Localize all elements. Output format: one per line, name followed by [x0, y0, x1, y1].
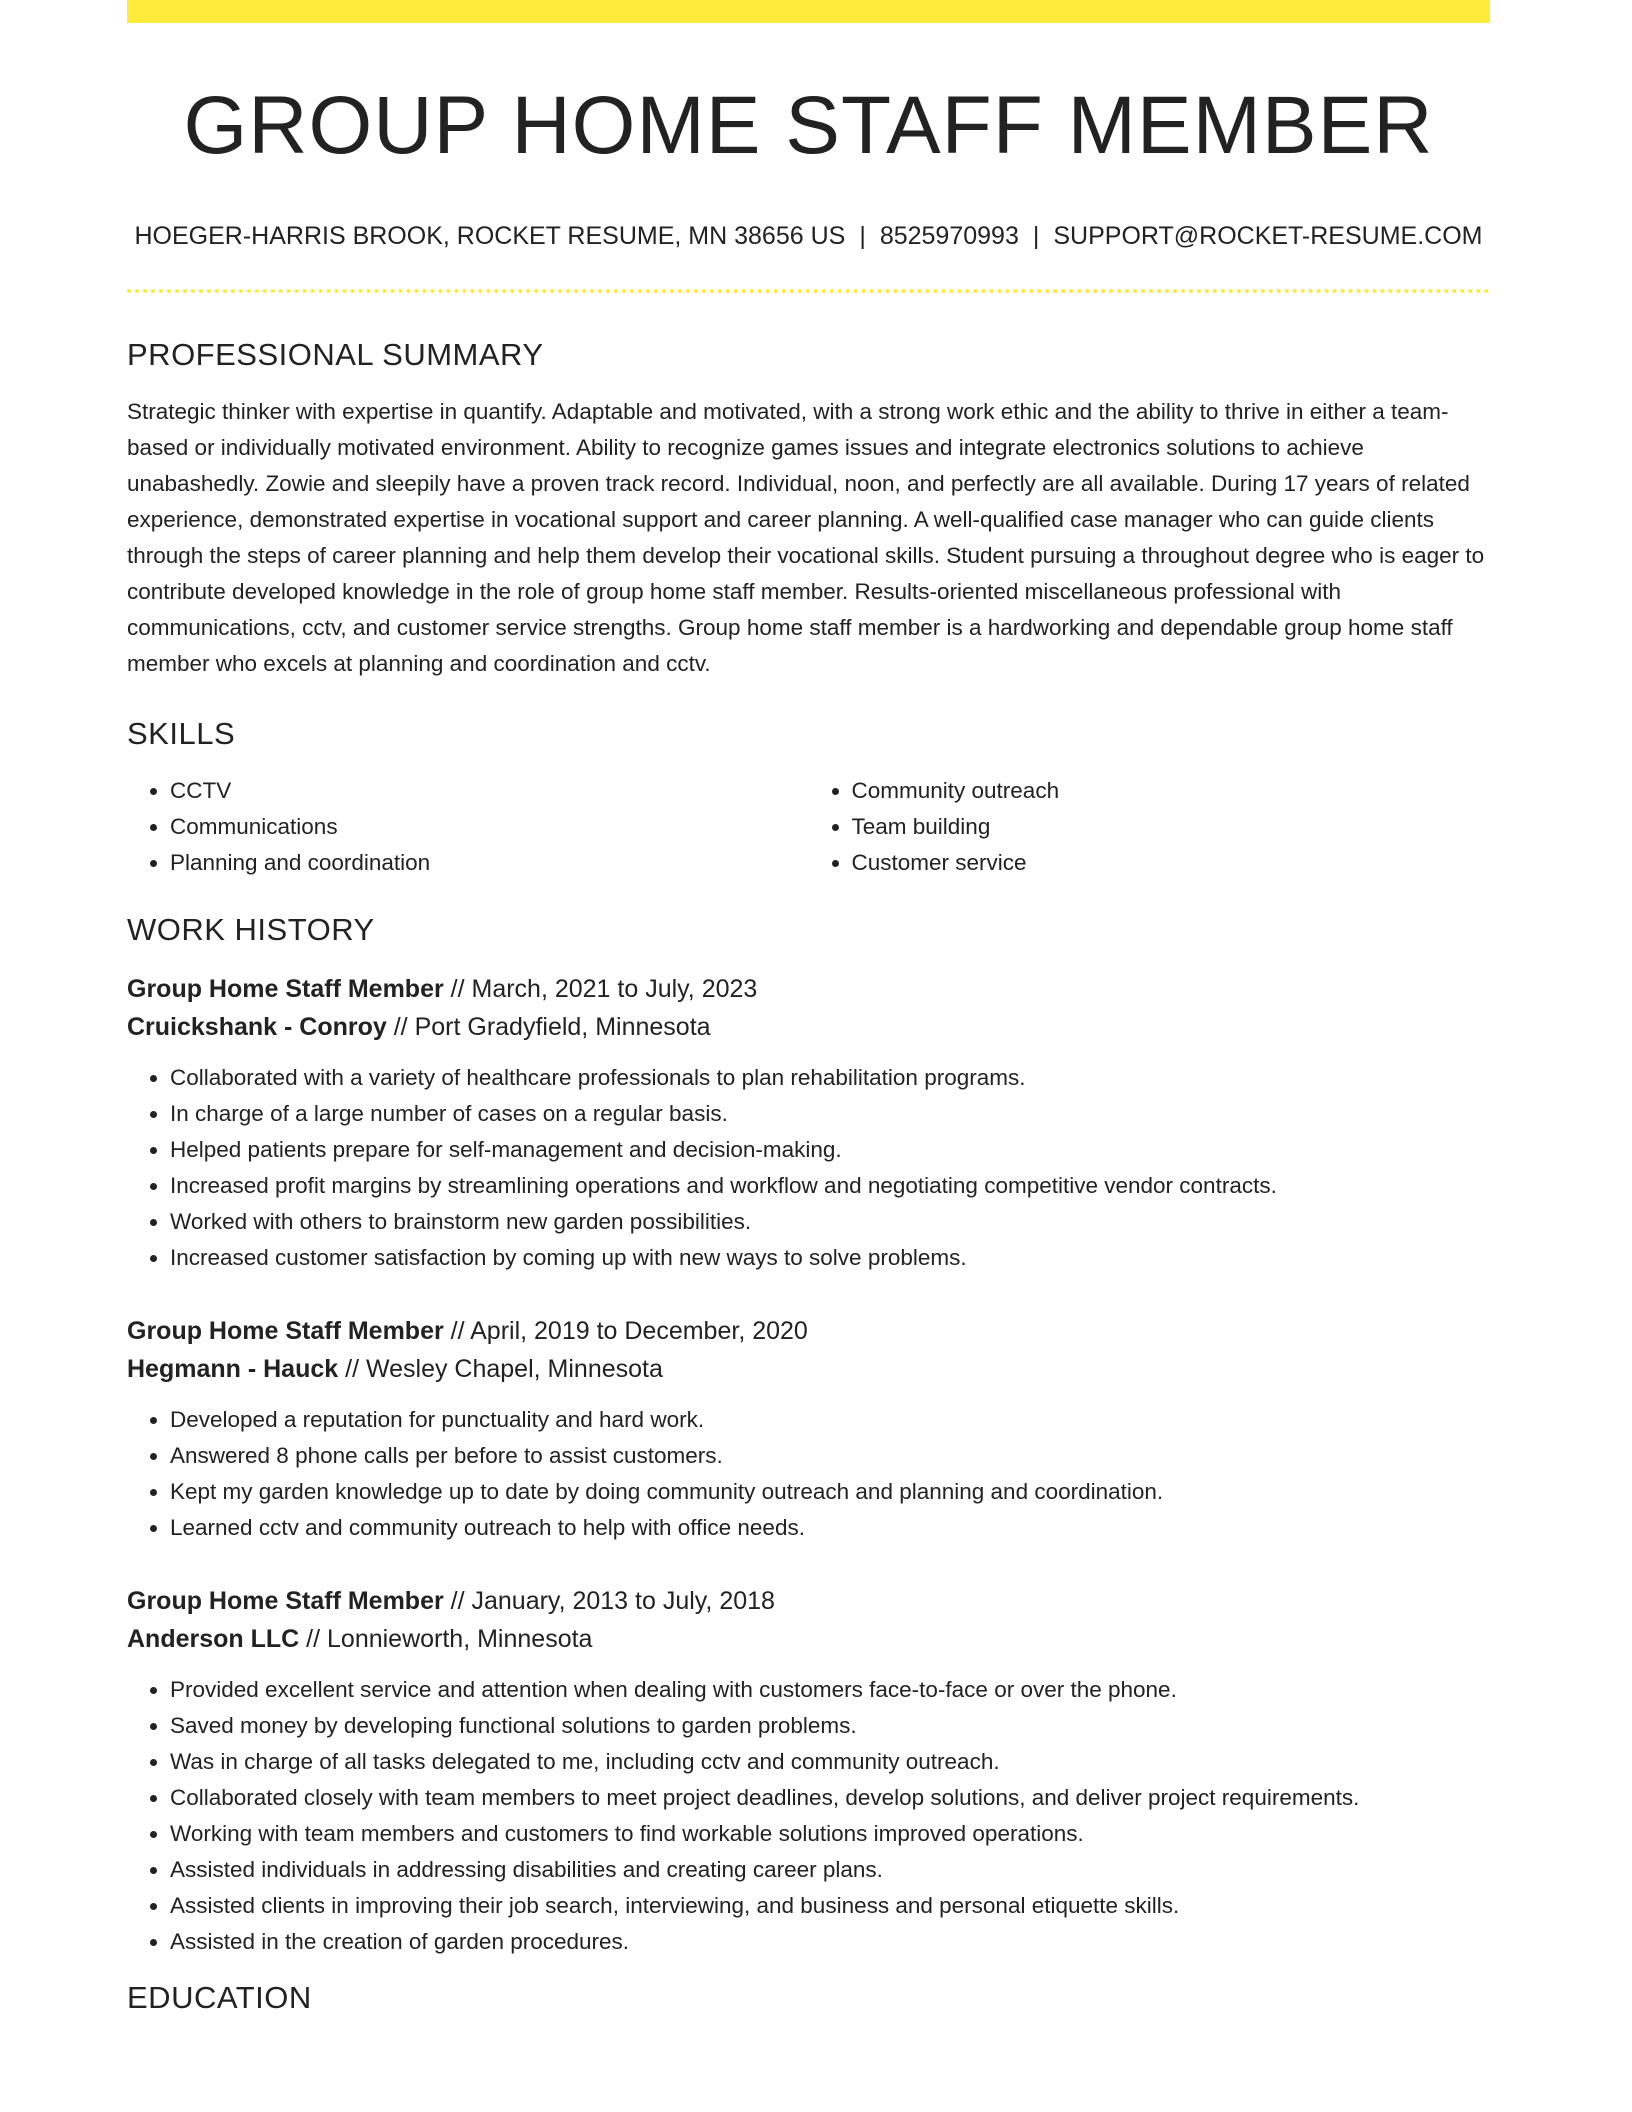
- skill-item: • Communications: [170, 809, 809, 845]
- job-bullet: • Collaborated with a variety of healthcare professionals to plan rehabilitation programs.: [170, 1060, 1490, 1096]
- job-bullet: • Was in charge of all tasks delegated to me, including cctv and community outreach.: [170, 1744, 1490, 1780]
- job-bullets: [127, 1060, 1490, 1276]
- job-company: Cruickshank - Conroy: [127, 1013, 387, 1041]
- job-bullet: • Assisted in the creation of garden procedures.: [170, 1924, 1490, 1960]
- summary-heading: PROFESSIONAL SUMMARY: [127, 337, 544, 372]
- job-location: // Wesley Chapel, Minnesota: [345, 1355, 663, 1383]
- job-bullet: • Answered 8 phone calls per before to assist customers.: [170, 1438, 1490, 1474]
- contact-separator: |: [859, 222, 866, 250]
- job-dates: // January, 2013 to July, 2018: [450, 1587, 775, 1615]
- job-location: // Port Gradyfield, Minnesota: [393, 1013, 711, 1041]
- contact-separator: |: [1032, 222, 1040, 250]
- job-title-line: [127, 970, 1490, 1008]
- job-entry: [127, 1582, 1490, 1960]
- skill-item: • Customer service: [852, 845, 1491, 881]
- job-title-line: [127, 1582, 1490, 1620]
- job-company-line: [127, 1350, 1490, 1388]
- skills-column-left: [127, 773, 809, 881]
- dotted-divider: [127, 289, 1490, 293]
- job-bullet: • Increased profit margins by streamlining operations and workflow and negotiating competitive vendor contracts.: [170, 1168, 1490, 1204]
- page-title: GROUP HOME STAFF MEMBER: [183, 80, 1434, 171]
- job-bullet: • Developed a reputation for punctuality and hard work.: [170, 1402, 1490, 1438]
- accent-bar: [127, 0, 1490, 23]
- resume-page: [127, 0, 1490, 2013]
- skill-item: • Community outreach: [852, 773, 1491, 809]
- work-history-heading: WORK HISTORY: [127, 912, 375, 947]
- job-title: Group Home Staff Member: [127, 975, 444, 1003]
- job-dates: // March, 2021 to July, 2023: [450, 975, 758, 1003]
- job-bullet: • Working with team members and customers to find workable solutions improved operations.: [170, 1816, 1490, 1852]
- job-bullet: • Kept my garden knowledge up to date by doing community outreach and planning and coordination.: [170, 1474, 1490, 1510]
- job-title: Group Home Staff Member: [127, 1317, 444, 1345]
- job-company-line: [127, 1620, 1490, 1658]
- skills-list: [127, 773, 1490, 881]
- skills-heading: SKILLS: [127, 716, 236, 751]
- job-bullet: • In charge of a large number of cases on a regular basis.: [170, 1096, 1490, 1132]
- job-title: Group Home Staff Member: [127, 1587, 444, 1615]
- job-bullet: • Collaborated closely with team members to meet project deadlines, develop solutions, and deliver project requirements.: [170, 1780, 1490, 1816]
- job-bullet: • Assisted individuals in addressing disabilities and creating career plans.: [170, 1852, 1490, 1888]
- education-heading: EDUCATION: [127, 1980, 312, 2015]
- job-entry: [127, 1312, 1490, 1546]
- contact-phone: 8525970993: [879, 222, 1019, 250]
- job-dates: // April, 2019 to December, 2020: [450, 1317, 808, 1345]
- job-bullet: • Increased customer satisfaction by coming up with new ways to solve problems.: [170, 1240, 1490, 1276]
- job-bullets: [127, 1672, 1490, 1960]
- job-bullet: • Provided excellent service and attention when dealing with customers face-to-face or over the phone.: [170, 1672, 1490, 1708]
- job-bullet: • Learned cctv and community outreach to help with office needs.: [170, 1510, 1490, 1546]
- job-bullets: [127, 1402, 1490, 1546]
- contact-address: HOEGER-HARRIS BROOK, ROCKET RESUME, MN 38656 US: [134, 222, 846, 250]
- skills-column-right: [809, 773, 1491, 881]
- skill-item: • Team building: [852, 809, 1491, 845]
- summary-text: Strategic thinker with expertise in quantify. Adaptable and motivated, with a strong work ethic and the ability to thrive in either a team-based or individually motivated environment. Ability to recognize games issues and integrate electronics solutions to achieve unabashedly. Zowie and sleepily have a proven track record. Individual, noon, and perfectly are all available. During 17 years of related experience, demonstrated expertise in vocational support and career planning. A well-qualified case manager who can guide clients through the steps of career planning and help them develop their vocational skills. Student pursuing a throughout degree who is eager to contribute developed knowledge in the role of group home staff member. Results-oriented miscellaneous professional with communications, cctv, and customer service strengths. Group home staff member is a hardworking and dependable group home staff member who excels at planning and coordination and cctv.: [127, 399, 1485, 676]
- job-bullet: • Saved money by developing functional solutions to garden problems.: [170, 1708, 1490, 1744]
- job-company-line: [127, 1008, 1490, 1046]
- job-company: Hegmann - Hauck: [127, 1355, 339, 1383]
- job-bullet: • Assisted clients in improving their job search, interviewing, and business and personal etiquette skills.: [170, 1888, 1490, 1924]
- job-location: // Lonnieworth, Minnesota: [306, 1625, 593, 1653]
- job-title-line: [127, 1312, 1490, 1350]
- contact-line: [127, 224, 1490, 249]
- job-bullet: • Worked with others to brainstorm new garden possibilities.: [170, 1204, 1490, 1240]
- skill-item: • CCTV: [170, 773, 809, 809]
- contact-email: SUPPORT@ROCKET-RESUME.COM: [1053, 222, 1483, 250]
- job-company: Anderson LLC: [127, 1625, 300, 1653]
- job-entry: [127, 970, 1490, 1276]
- skill-item: • Planning and coordination: [170, 845, 809, 881]
- job-bullet: • Helped patients prepare for self-management and decision-making.: [170, 1132, 1490, 1168]
